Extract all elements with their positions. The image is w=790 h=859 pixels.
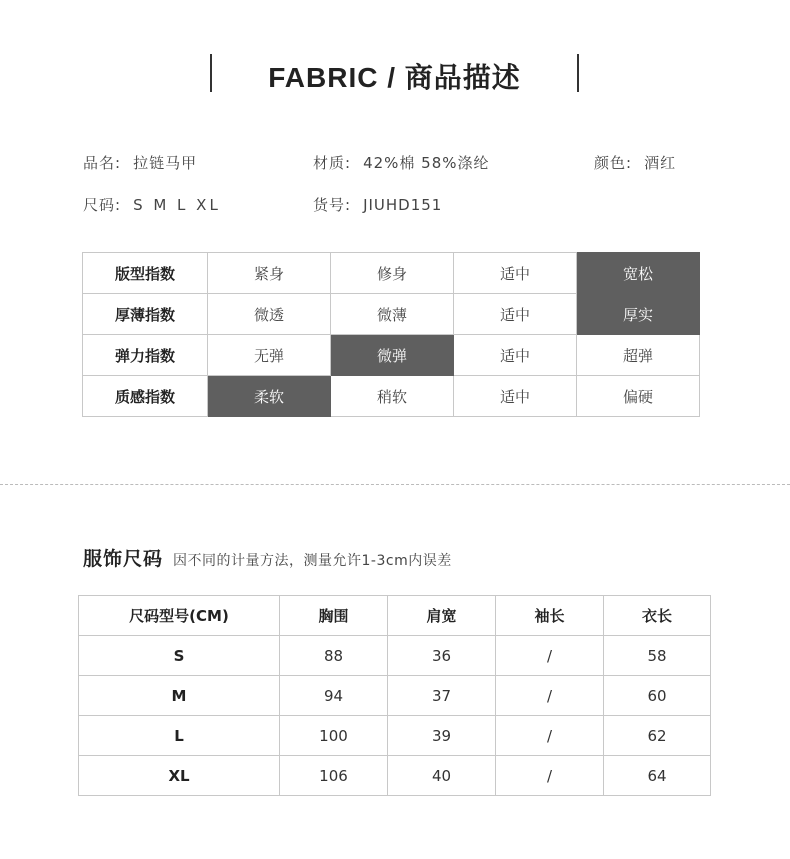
measurement-cell: / <box>496 716 604 756</box>
measurement-cell: 60 <box>604 676 711 716</box>
index-option-selected: 微弹 <box>331 335 454 376</box>
measurement-cell: / <box>496 676 604 716</box>
size-label-cell: XL <box>79 756 280 796</box>
index-row-label: 质感指数 <box>83 376 208 417</box>
index-option: 适中 <box>454 253 577 294</box>
measurement-cell: 39 <box>388 716 496 756</box>
table-row <box>79 716 711 756</box>
measurement-cell: 100 <box>280 716 388 756</box>
table-row <box>79 636 711 676</box>
index-row <box>83 253 700 294</box>
size-label: 尺码: <box>83 196 122 214</box>
index-option: 无弹 <box>208 335 331 376</box>
size-label-cell: L <box>79 716 280 756</box>
size-table-header-cell: 袖长 <box>496 596 604 636</box>
size-table-header-row <box>79 596 711 636</box>
table-row <box>79 676 711 716</box>
index-row-label: 厚薄指数 <box>83 294 208 335</box>
index-option: 偏硬 <box>577 376 700 417</box>
measurement-cell: / <box>496 756 604 796</box>
size-section-note: 因不同的计量方法，测量允许1-3cm内误差 <box>173 553 452 569</box>
page-title: FABRIC / 商品描述 <box>268 62 521 93</box>
measurement-cell: 36 <box>388 636 496 676</box>
index-option: 修身 <box>331 253 454 294</box>
size-table-header-cell: 尺码型号(CM) <box>79 596 280 636</box>
info-product-name <box>83 152 197 173</box>
info-color <box>594 152 676 173</box>
measurement-cell: 64 <box>604 756 711 796</box>
sku-value: JIUHD151 <box>363 196 443 214</box>
index-option: 适中 <box>454 294 577 335</box>
fabric-index-table <box>82 252 700 417</box>
measurement-cell: / <box>496 636 604 676</box>
measurement-cell: 37 <box>388 676 496 716</box>
name-value: 拉链马甲 <box>133 154 198 172</box>
info-material <box>313 152 490 173</box>
name-label: 品名: <box>83 154 122 172</box>
info-sku <box>313 194 442 215</box>
index-option: 适中 <box>454 335 577 376</box>
color-value: 酒红 <box>644 154 677 172</box>
size-label-cell: S <box>79 636 280 676</box>
measurement-cell: 40 <box>388 756 496 796</box>
index-option: 适中 <box>454 376 577 417</box>
size-section-title: 服饰尺码 <box>83 548 164 570</box>
table-row <box>79 756 711 796</box>
measurement-cell: 62 <box>604 716 711 756</box>
title-divider-right <box>577 54 579 92</box>
index-option: 稍软 <box>331 376 454 417</box>
sku-label: 货号: <box>313 196 352 214</box>
size-table-header-cell: 胸围 <box>280 596 388 636</box>
index-row-label: 弹力指数 <box>83 335 208 376</box>
index-option-selected: 柔软 <box>208 376 331 417</box>
measurement-cell: 106 <box>280 756 388 796</box>
measurement-cell: 58 <box>604 636 711 676</box>
size-table-header-cell: 衣长 <box>604 596 711 636</box>
dashed-divider <box>0 484 790 485</box>
size-value: S M L XL <box>133 196 221 214</box>
index-option: 超弹 <box>577 335 700 376</box>
size-table-header-cell: 肩宽 <box>388 596 496 636</box>
index-row <box>83 294 700 335</box>
material-value: 42%棉 58%涤纶 <box>363 154 490 172</box>
size-table <box>78 595 711 796</box>
index-option: 紧身 <box>208 253 331 294</box>
index-option: 微薄 <box>331 294 454 335</box>
index-option-selected: 厚实 <box>577 294 700 335</box>
size-section-header <box>83 544 452 571</box>
index-option-selected: 宽松 <box>577 253 700 294</box>
index-row <box>83 376 700 417</box>
size-label-cell: M <box>79 676 280 716</box>
index-option: 微透 <box>208 294 331 335</box>
color-label: 颜色: <box>594 154 633 172</box>
measurement-cell: 88 <box>280 636 388 676</box>
section-header <box>0 50 790 96</box>
material-label: 材质: <box>313 154 352 172</box>
index-row <box>83 335 700 376</box>
measurement-cell: 94 <box>280 676 388 716</box>
info-size <box>83 194 221 215</box>
index-row-label: 版型指数 <box>83 253 208 294</box>
